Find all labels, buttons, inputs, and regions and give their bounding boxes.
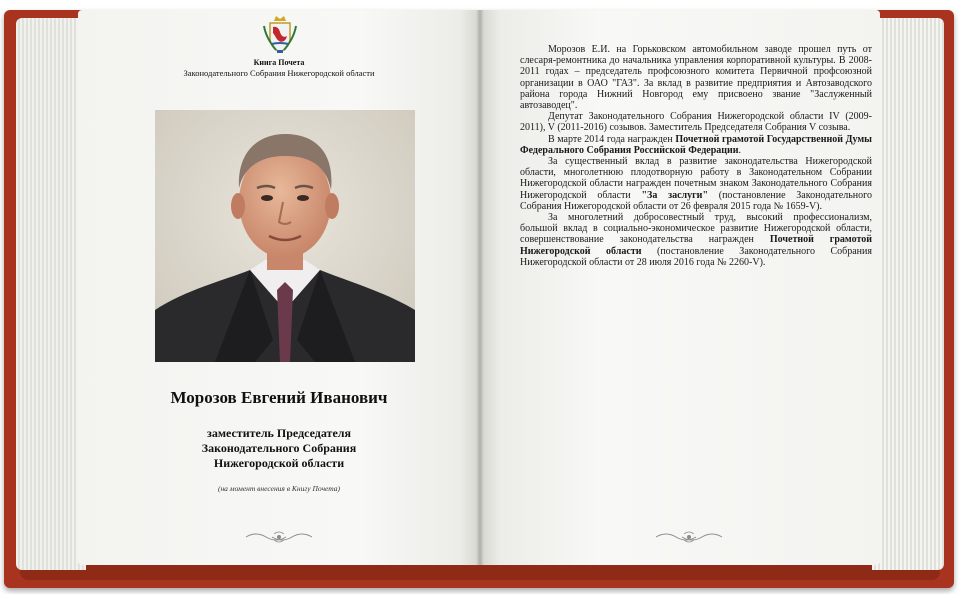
bio-p3-award: Почетной грамотой Государственной Думы Федерального Собрания Российской Федерации [520,133,872,156]
bio-p4-end: (постановление Законодательного Собрания Нижегородской области от 26 февраля 2015 года № 1659-V). [520,189,872,212]
position-line-3: Нижегородской области [213,456,345,470]
bio-p4-award: "За заслуги" [641,189,708,201]
portrait-photo [155,110,415,362]
bio-p4-text: За существенный вклад в развитие законодательства Нижегородской области, многолетнюю плодотворную работу в Законодательном Собрании Нижегородской области награжден почетным знаком Законодательного Собрания Нижегородской области [520,156,872,201]
bio-p3-end: . [738,144,742,156]
bio-paragraph-1: Морозов Е.И. на Горьковском автомобильном заводе прошел путь от слесаря-ремонтника до начальника управления корпоративной культуры. В 2008-2011 годах – председатель профсоюзного комитета Первичной профсоюзной организации в ОАО "ГАЗ". За вклад в развитие предприятия и Автозаводского района города Нижний Новгород ему присвоено звание "Заслуженный автозаводец". [520,44,872,112]
position-line-2: Законодательного Собрания [201,441,357,455]
coat-of-arms-icon [262,14,298,54]
book-gutter [476,10,484,565]
bio-p3-text: В марте 2014 года награжден [548,133,676,145]
biography-text [520,44,872,268]
ornament-divider-icon [244,530,314,544]
bio-p5-award: Почетной грамотой Нижегородской области [520,234,872,257]
person-position [78,426,480,471]
bio-paragraph-5 [520,212,872,268]
position-line-1: заместитель Председателя [207,426,351,440]
bio-paragraph-3 [520,134,872,156]
page-stack-left [16,18,86,570]
book-title: Книга Почета [253,58,305,67]
portrait-illustration [155,110,415,362]
bio-paragraph-2: Депутат Законодательного Собрания Нижегородской области IV (2009-2011), V (2011-2016) созывов. Заместитель Председателя Собрания V созыва. [520,111,872,134]
entry-note: (на момент внесения в Книгу Почета) [217,484,341,493]
book-subtitle: Законодательного Собрания Нижегородской области [183,68,375,78]
bio-p5-end: (постановление Законодательного Собрания Нижегородской области от 28 июля 2016 года № 2260-V). [520,245,872,268]
ornament-divider-icon [654,530,724,544]
bio-p5-text: За многолетний добросовестный труд, высокий профессионализм, большой вклад в социально-экономическое развитие Нижегородской области, совершенствование законодательства награжден [520,212,872,246]
person-name: Морозов Евгений Иванович [170,388,388,407]
bio-paragraph-4 [520,156,872,212]
page-stack-right [872,18,944,570]
